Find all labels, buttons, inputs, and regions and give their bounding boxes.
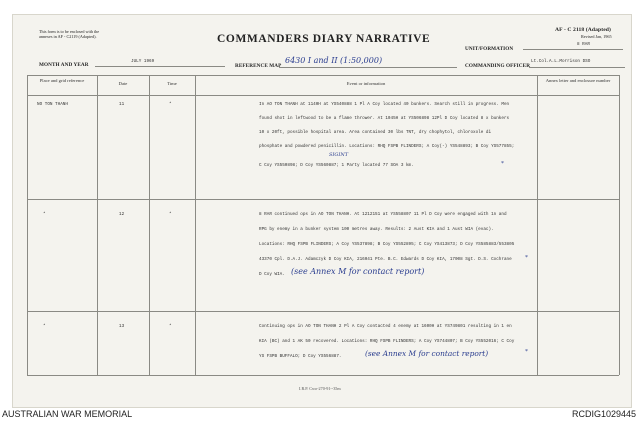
handwritten-annotation: (see Annex M for contact report) xyxy=(291,267,425,276)
month-year-label: MONTH AND YEAR xyxy=(39,62,89,68)
month-year-value: JULY 1969 xyxy=(131,59,155,64)
handwritten-annotation: SIGINT xyxy=(329,152,349,158)
entry-line: 43370 Cpl. D.A.J. Adamczyk D Coy KIA, 216041 Pte. B.C. Edwards D Coy KIA, 17008 Sgt. D.S. Cochrane xyxy=(259,257,512,262)
entry-line: 8 RAR continued ops in AO TON THANH. At 1212151 at YS558807 11 Pl D Coy were engaged with 1n and xyxy=(259,212,507,217)
col-annex: Annex letter and enclosure number xyxy=(545,78,611,83)
form-note-1: This form is to be enclosed with the xyxy=(39,29,100,34)
entry-place: * xyxy=(43,212,46,217)
margin-mark: * xyxy=(525,349,528,355)
entry-line: Locations: RHQ FSPB FLINDERS; A Coy YS537898; B Coy YS552895; C Coy YS413873; D Coy YS585883/553805 xyxy=(259,242,515,247)
col-event: Event or information xyxy=(346,81,386,86)
entry-date: 13 xyxy=(119,324,125,329)
entry-line: In AO TON THANH at 1140H at YS540888 1 Pl A Coy located 40 bunkers. Search still in progress. Men xyxy=(259,102,510,107)
entry-line: 10 x 20ft, possible hospital area. Area contained 30 lbs TNT, dry chophytol, chloroxole di xyxy=(259,130,492,135)
commanding-officer-label: COMMANDING OFFICER xyxy=(465,63,531,69)
entry-line: KIA (BC) and 1 AK 50 recovered. Locations: RHQ FSPB FLINDERS; A Coy YS744807; B Coy YS552016; C Coy xyxy=(259,339,515,344)
entry-line: D Coy WIA. xyxy=(259,272,285,277)
entry-time: * xyxy=(169,212,172,217)
margin-mark: * xyxy=(525,255,528,261)
form-id: AF - C 2118 (Adapted) xyxy=(555,27,611,33)
archive-id: RCDIG1029445 xyxy=(571,409,636,419)
entry-time: * xyxy=(169,102,172,107)
entry-line: phosphate and powdered penicillin. Locations: RHQ FSPB FLINDERS; A Coy(-) YS548893; B Coy YS577855; xyxy=(259,144,515,149)
margin-mark: * xyxy=(501,161,504,167)
commanding-officer-value: Lt.Col.A.L.Morrison DSO xyxy=(531,59,591,64)
entry-place: NO TON THANH xyxy=(37,102,68,107)
archive-footer xyxy=(0,409,640,423)
unit-label: UNIT/FORMATION xyxy=(465,46,514,52)
form-note-2: annexes in AF - C2119 (Adapted). xyxy=(39,34,97,39)
handwritten-annotation: (see Annex M for contact report) xyxy=(365,349,489,358)
entry-place: * xyxy=(43,324,46,329)
entry-line: Continuing ops in AO TON THANH 2 Pl A Coy contacted 4 enemy at 1600H at YS749801 resulting in 1 en xyxy=(259,324,512,329)
entry-line: YS FSPB BUFFALO; D Coy YS556887. xyxy=(259,354,342,359)
diary-sheet xyxy=(12,14,632,408)
entry-line: RPG by enemy in a bunker system 100 metres away. Results: 2 Aust KIA and 1 Aust WIA (evac). xyxy=(259,227,494,232)
form-revised: Revised Jan, 1965 xyxy=(581,34,612,39)
entry-line: C Coy YS550898; D Coy YS560887; 1 Party located 77 SOA 3 km. xyxy=(259,163,414,168)
archive-name: AUSTRALIAN WAR MEMORIAL xyxy=(2,409,133,419)
page-title: COMMANDERS DIARY NARRATIVE xyxy=(217,33,431,45)
print-reference: I.R.P. Cwo-270-91--35m xyxy=(299,386,341,391)
col-place: Place and grid reference xyxy=(39,78,85,83)
entry-line: found shot in leftwood to be a flame thrower. At 1045H at YS506898 12Pl D Coy located 8 x bunkers xyxy=(259,116,510,121)
unit-value: 8 RAR xyxy=(577,42,590,47)
entry-date: 12 xyxy=(119,212,125,217)
entry-time: * xyxy=(169,324,172,329)
col-time: Time xyxy=(167,81,177,86)
reference-map-label: REFERENCE MAP xyxy=(235,63,282,69)
col-date: Date xyxy=(118,81,128,86)
entry-date: 11 xyxy=(119,102,125,107)
reference-map-value: 6430 I and II (1:50,000) xyxy=(285,56,383,65)
